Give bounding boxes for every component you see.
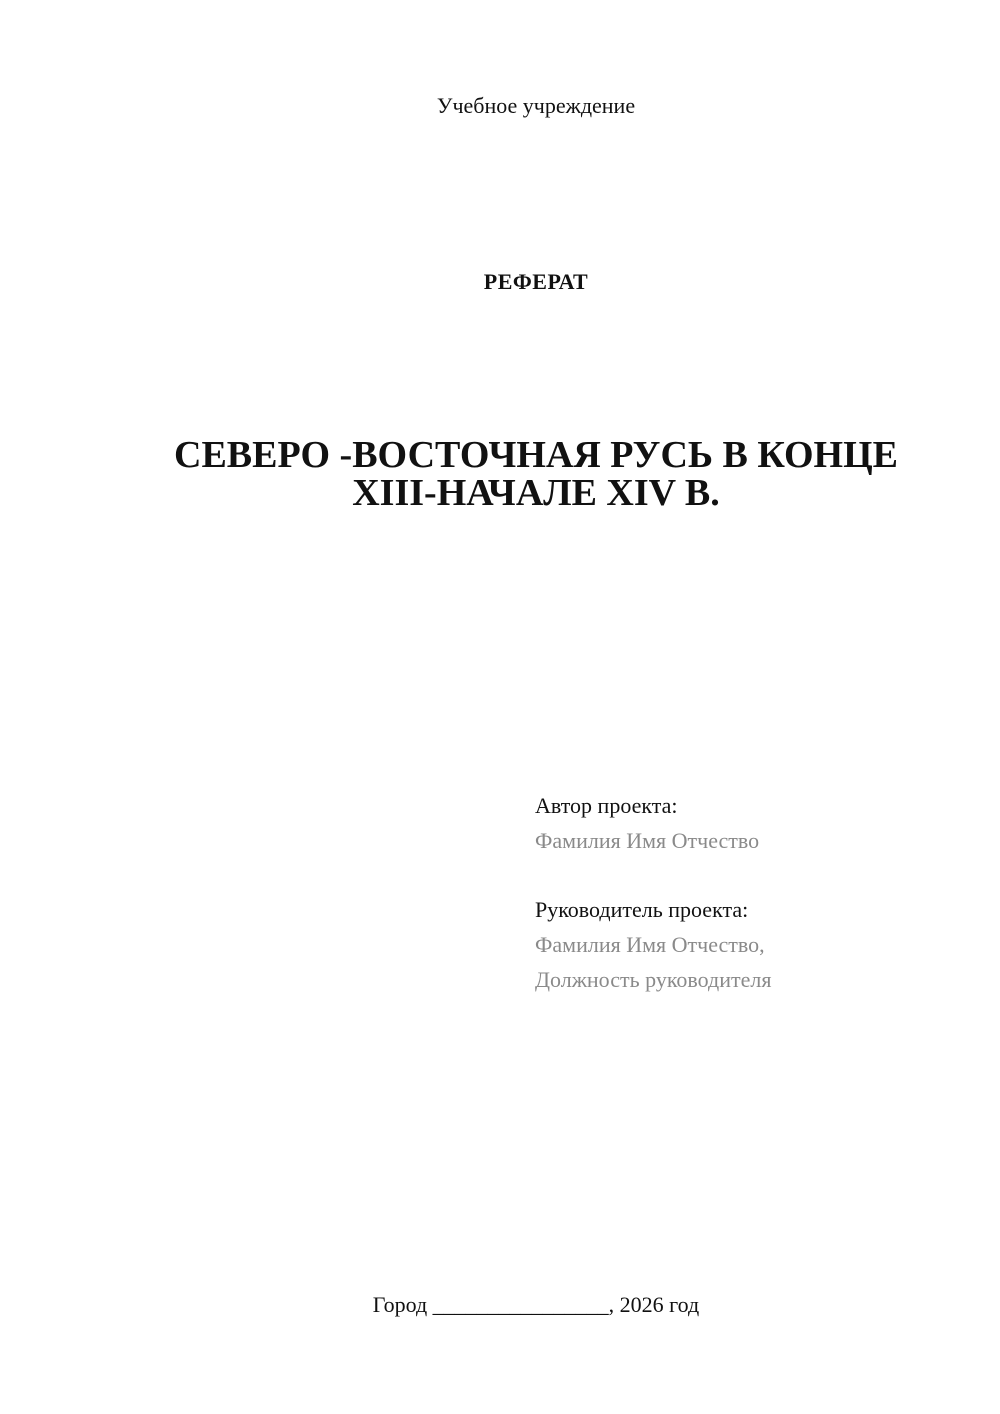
title-line-1: СЕВЕРО -ВОСТОЧНАЯ РУСЬ В КОНЦЕ <box>174 434 898 476</box>
supervisor-block <box>535 892 955 997</box>
city-year-footer: Город ________________, 2026 год <box>372 1292 700 1317</box>
author-block <box>535 788 955 858</box>
supervisor-name-placeholder: Фамилия Имя Отчество, <box>535 932 765 957</box>
supervisor-position-placeholder: Должность руководителя <box>535 967 772 992</box>
author-label: Автор проекта: <box>535 793 678 818</box>
document-title <box>150 436 922 512</box>
institution-name: Учебное учреждение <box>436 93 636 118</box>
title-line-2: XIII-НАЧАЛЕ XIV В. <box>352 472 720 514</box>
author-name-placeholder: Фамилия Имя Отчество <box>535 828 760 853</box>
document-type-heading: РЕФЕРАТ <box>483 269 589 294</box>
supervisor-label: Руководитель проекта: <box>535 897 749 922</box>
